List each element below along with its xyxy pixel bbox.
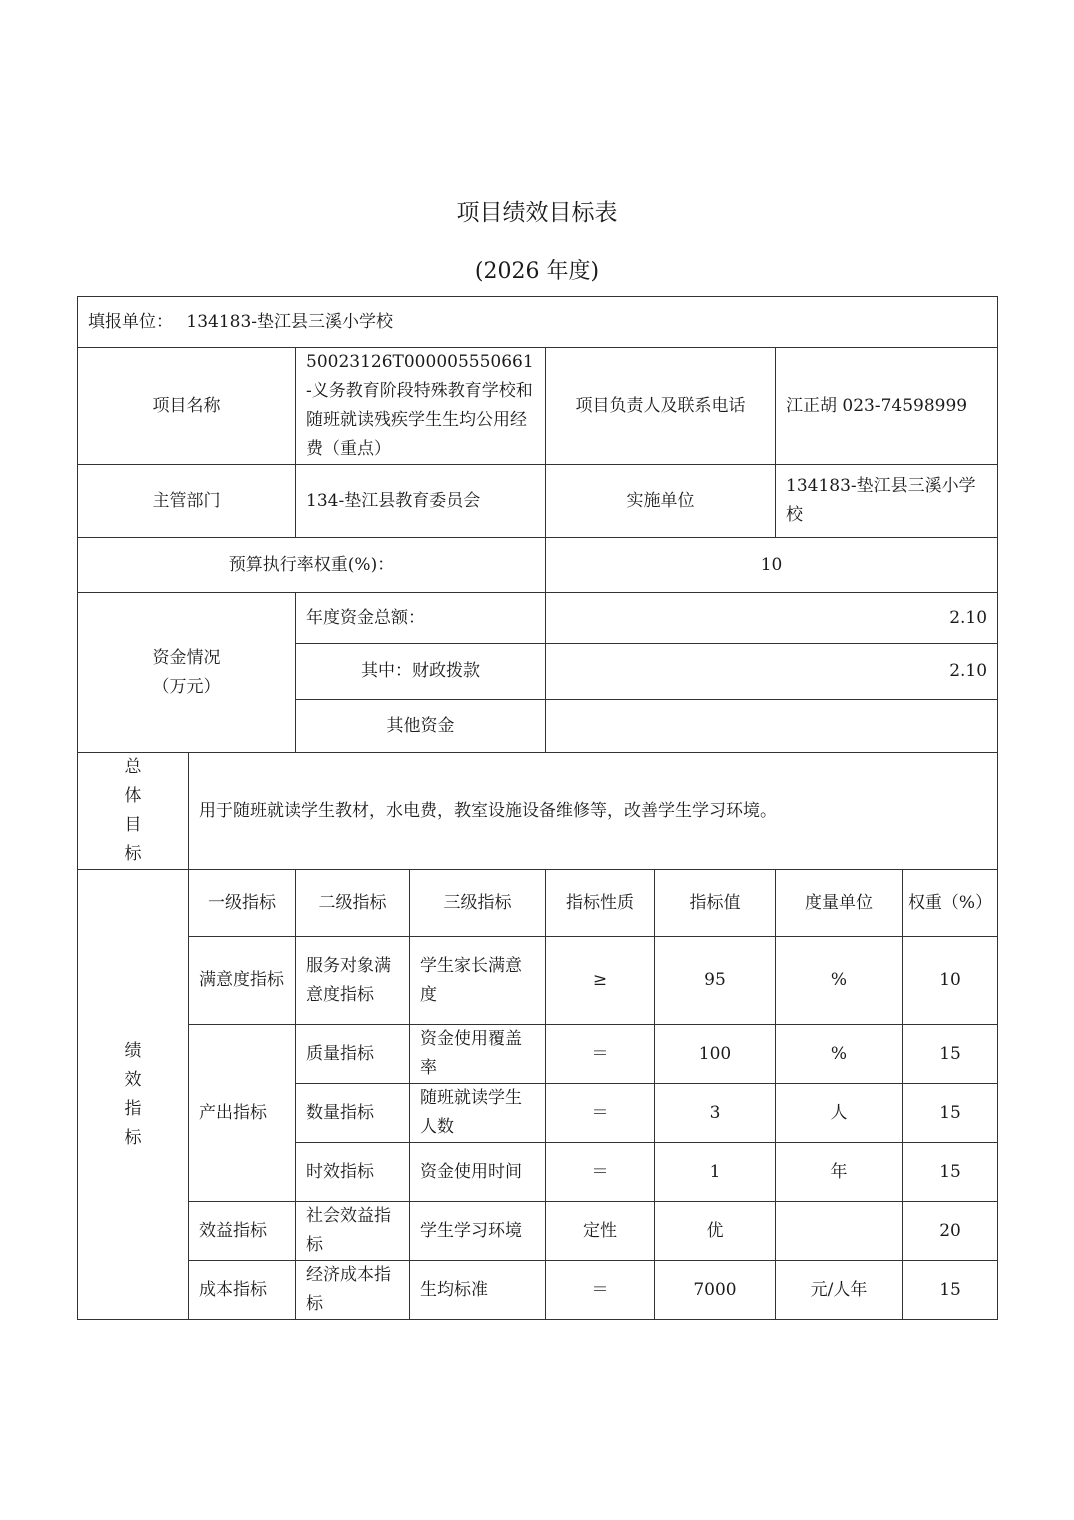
dept-value: 134-垫江县教育委员会 bbox=[296, 465, 546, 538]
impl-unit-value: 134183-垫江县三溪小学校 bbox=[776, 465, 998, 538]
indicator-value: 7000 bbox=[655, 1261, 776, 1320]
indicator-weight: 20 bbox=[903, 1202, 998, 1261]
indicator-value: 1 bbox=[655, 1143, 776, 1202]
indicator-nature: ＝ bbox=[546, 1143, 655, 1202]
performance-goal-table bbox=[77, 296, 998, 1320]
document-title: 项目绩效目标表 bbox=[456, 200, 618, 226]
indicator-value: 100 bbox=[655, 1025, 776, 1084]
indicator-level1: 产出指标 bbox=[189, 1025, 296, 1202]
indicator-unit: 元/人年 bbox=[776, 1261, 903, 1320]
indicator-level1: 满意度指标 bbox=[189, 937, 296, 1025]
overall-goal-text: 用于随班就读学生教材，水电费，教室设施设备维修等，改善学生学习环境。 bbox=[189, 753, 998, 870]
document-year: (2026 年度) bbox=[474, 259, 600, 284]
budget-rate-value: 10 bbox=[546, 538, 998, 593]
indicator-level1: 成本指标 bbox=[189, 1261, 296, 1320]
indicator-nature: ＝ bbox=[546, 1084, 655, 1143]
indicator-value: 95 bbox=[655, 937, 776, 1025]
indicator-nature: ＝ bbox=[546, 1025, 655, 1084]
indicator-row bbox=[78, 937, 998, 1025]
budget-rate-row bbox=[78, 538, 998, 593]
project-name-value: 50023126T000005550661-义务教育阶段特殊教育学校和随班就读残疾学生生均公用经费（重点） bbox=[296, 348, 546, 465]
indicator-level2: 数量指标 bbox=[296, 1084, 410, 1143]
indicator-level3: 资金使用时间 bbox=[410, 1143, 546, 1202]
header-weight: 权重（%） bbox=[903, 870, 998, 937]
project-name-row bbox=[78, 348, 998, 465]
indicator-nature: ≥ bbox=[546, 937, 655, 1025]
indicator-row bbox=[78, 1025, 998, 1084]
indicator-weight: 15 bbox=[903, 1084, 998, 1143]
funds-label-line1: 资金情况 bbox=[152, 647, 221, 668]
impl-unit-label: 实施单位 bbox=[546, 465, 776, 538]
indicator-level2: 服务对象满意度指标 bbox=[296, 937, 410, 1025]
overall-goal-char: 标 bbox=[124, 844, 142, 864]
funds-total-value: 2.10 bbox=[546, 593, 998, 644]
header-level2: 二级指标 bbox=[296, 870, 410, 937]
dept-label: 主管部门 bbox=[78, 465, 296, 538]
indicator-level2: 时效指标 bbox=[296, 1143, 410, 1202]
funds-fiscal-value: 2.10 bbox=[546, 644, 998, 700]
indicator-row bbox=[78, 1261, 998, 1320]
indicator-level3: 学生家长满意度 bbox=[410, 937, 546, 1025]
indicator-weight: 15 bbox=[903, 1025, 998, 1084]
overall-goal-char: 总 bbox=[124, 757, 142, 777]
indicator-level3: 生均标准 bbox=[410, 1261, 546, 1320]
indicator-unit: 年 bbox=[776, 1143, 903, 1202]
indicator-level1: 效益指标 bbox=[189, 1202, 296, 1261]
performance-char: 标 bbox=[124, 1127, 142, 1148]
funds-fiscal-label: 其中：财政拨款 bbox=[296, 644, 546, 700]
indicator-nature: ＝ bbox=[546, 1261, 655, 1320]
overall-goal-row bbox=[78, 753, 998, 870]
header-unit: 度量单位 bbox=[776, 870, 903, 937]
header-level1: 一级指标 bbox=[189, 870, 296, 937]
header-nature: 指标性质 bbox=[546, 870, 655, 937]
header-level3: 三级指标 bbox=[410, 870, 546, 937]
indicator-unit bbox=[776, 1202, 903, 1261]
project-name-label: 项目名称 bbox=[78, 348, 296, 465]
reporting-unit-cell bbox=[78, 297, 998, 348]
overall-goal-label bbox=[78, 753, 189, 870]
indicator-weight: 15 bbox=[903, 1143, 998, 1202]
indicator-level2: 质量指标 bbox=[296, 1025, 410, 1084]
project-contact-value: 江正胡 023-74598999 bbox=[776, 348, 998, 465]
funds-label-line2: （万元） bbox=[152, 676, 221, 697]
indicator-header-row bbox=[78, 870, 998, 937]
indicator-unit: % bbox=[776, 1025, 903, 1084]
indicator-unit: % bbox=[776, 937, 903, 1025]
indicator-level2: 社会效益指标 bbox=[296, 1202, 410, 1261]
indicator-level3: 随班就读学生人数 bbox=[410, 1084, 546, 1143]
performance-label bbox=[78, 870, 189, 1320]
indicator-unit: 人 bbox=[776, 1084, 903, 1143]
funds-other-value bbox=[546, 700, 998, 753]
funds-other-label: 其他资金 bbox=[296, 700, 546, 753]
indicator-level2: 经济成本指标 bbox=[296, 1261, 410, 1320]
funds-total-label: 年度资金总额： bbox=[296, 593, 546, 644]
indicator-row bbox=[78, 1202, 998, 1261]
department-row bbox=[78, 465, 998, 538]
indicator-weight: 15 bbox=[903, 1261, 998, 1320]
header-value: 指标值 bbox=[655, 870, 776, 937]
performance-char: 指 bbox=[124, 1098, 142, 1119]
indicator-value: 3 bbox=[655, 1084, 776, 1143]
performance-char: 绩 bbox=[124, 1040, 142, 1061]
funds-label bbox=[78, 593, 296, 753]
reporting-unit-label: 填报单位： bbox=[88, 311, 173, 332]
project-contact-label: 项目负责人及联系电话 bbox=[546, 348, 776, 465]
reporting-unit-row bbox=[78, 297, 998, 348]
overall-goal-char: 目 bbox=[124, 815, 142, 835]
reporting-unit-value: 134183-垫江县三溪小学校 bbox=[186, 311, 394, 332]
budget-rate-label: 预算执行率权重(%)： bbox=[78, 538, 546, 593]
indicator-weight: 10 bbox=[903, 937, 998, 1025]
indicator-value: 优 bbox=[655, 1202, 776, 1261]
performance-char: 效 bbox=[124, 1069, 142, 1090]
overall-goal-char: 体 bbox=[124, 786, 142, 806]
indicator-nature: 定性 bbox=[546, 1202, 655, 1261]
funds-total-row bbox=[78, 593, 998, 644]
indicator-level3: 资金使用覆盖率 bbox=[410, 1025, 546, 1084]
indicator-level3: 学生学习环境 bbox=[410, 1202, 546, 1261]
